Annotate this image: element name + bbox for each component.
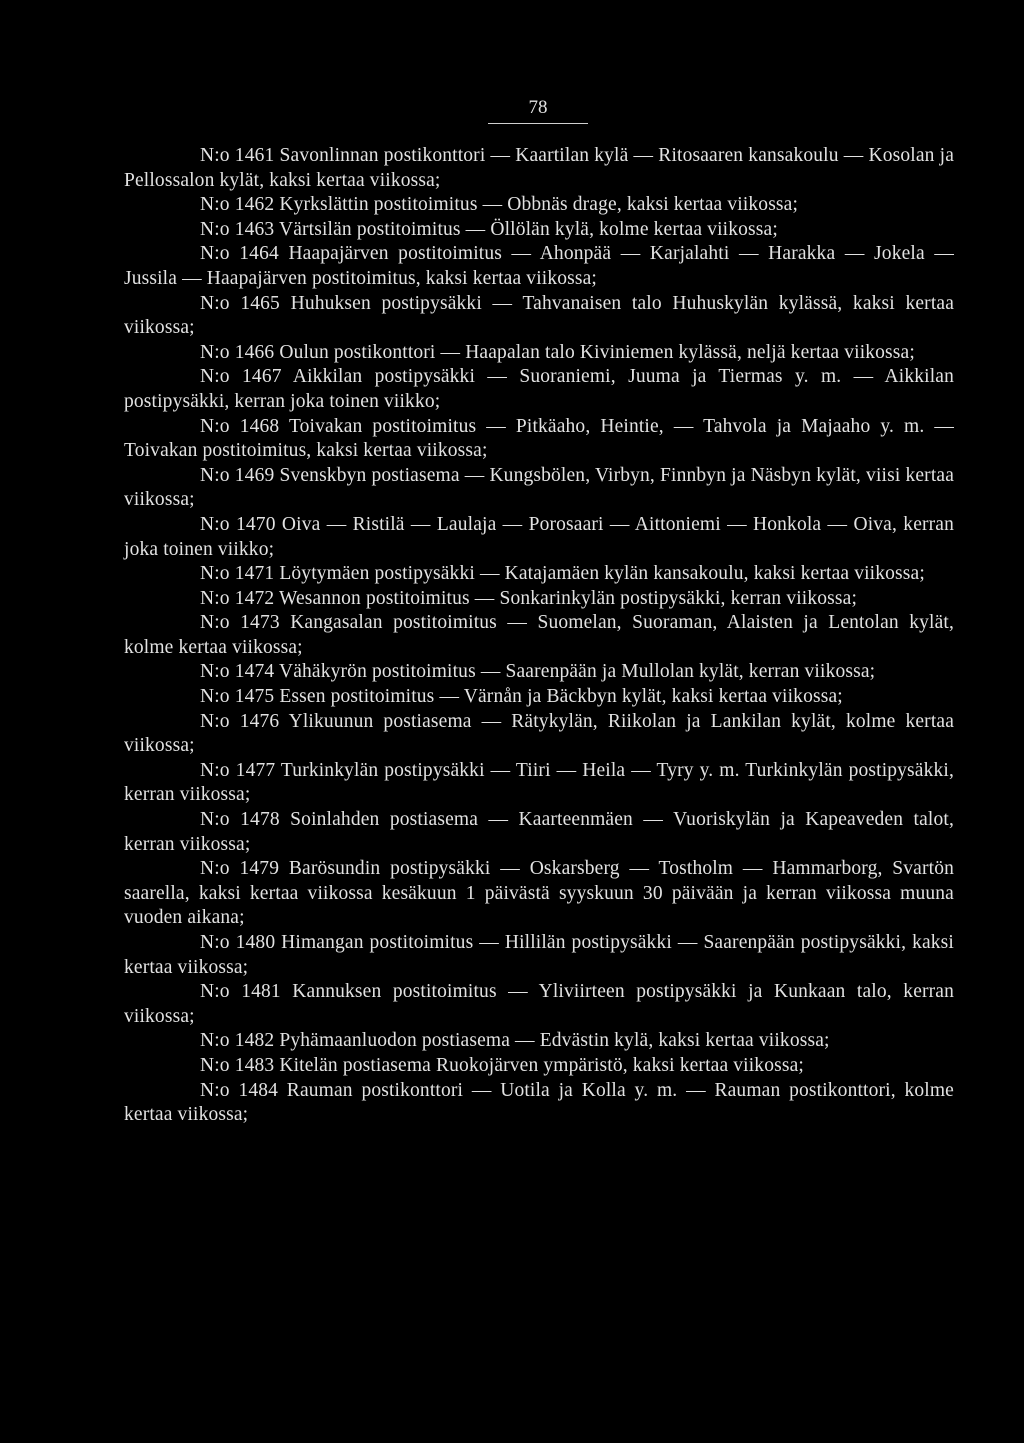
route-entry: N:o 1470 Oiva — Ristilä — Laulaja — Porosaari — Aittoniemi — Honkola — Oiva, kerran joka toinen viikko; <box>124 513 954 560</box>
route-entry: N:o 1466 Oulun postikonttori — Haapalan talo Kiviniemen kylässä, neljä kertaa viikossa; <box>200 341 915 363</box>
route-entry: N:o 1465 Huhuksen postipysäkki — Tahvanaisen talo Huhuskylän kylässä, kaksi kertaa viikossa; <box>124 292 954 339</box>
route-entry: N:o 1483 Kitelän postiasema Ruokojärven ympäristö, kaksi kertaa viikossa; <box>200 1054 804 1076</box>
route-entry: N:o 1471 Löytymäen postipysäkki — Katajamäen kylän kansakoulu, kaksi kertaa viikossa; <box>200 563 925 585</box>
route-entry: N:o 1462 Kyrkslättin postitoimitus — Obbnäs drage, kaksi kertaa viikossa; <box>200 194 799 216</box>
route-entry: N:o 1474 Vähäkyrön postitoimitus — Saarenpään ja Mullolan kylät, kerran viikossa; <box>200 661 876 683</box>
route-entry-list <box>124 144 954 1128</box>
route-entry: N:o 1467 Aikkilan postipysäkki — Suoraniemi, Juuma ja Tiermas y. m. — Aikkilan postipysäkki, kerran joka toinen viikko; <box>124 366 954 412</box>
page-number: 78 <box>488 97 588 124</box>
route-entry: N:o 1475 Essen postitoimitus — Värnån ja Bäckbyn kylät, kaksi kertaa viikossa; <box>200 686 843 708</box>
route-entry: N:o 1477 Turkinkylän postipysäkki — Tiiri — Heila — Tyry y. m. Turkinkylän postipysäkki, kerran viikossa; <box>124 759 954 806</box>
route-entry: N:o 1472 Wesannon postitoimitus — Sonkarinkylän postipysäkki, kerran viikossa; <box>200 587 858 609</box>
route-entry: N:o 1480 Himangan postitoimitus — Hillilän postipysäkki — Saarenpään postipysäkki, kaksi kertaa viikossa; <box>124 932 954 978</box>
route-entry: N:o 1482 Pyhämaanluodon postiasema — Edvästin kylä, kaksi kertaa viikossa; <box>200 1030 830 1052</box>
route-entry: N:o 1476 Ylikuunun postiasema — Rätykylän, Riikolan ja Lankilan kylät, kolme kertaa viikossa; <box>124 710 954 757</box>
route-entry: N:o 1461 Savonlinnan postikonttori — Kaartilan kylä — Ritosaaren kansakoulu — Kosolan ja Pellossalon kylät, kaksi kertaa viikossa; <box>124 145 954 191</box>
route-entry: N:o 1481 Kannuksen postitoimitus — Yliviirteen postipysäkki ja Kunkaan talo, kerran viikossa; <box>124 981 954 1027</box>
route-entry: N:o 1464 Haapajärven postitoimitus — Ahonpää — Karjalahti — Harakka — Jokela — Jussila — Haapajärven postitoimitus, kaksi kertaa viikossa; <box>124 243 954 289</box>
route-entry: N:o 1469 Svenskbyn postiasema — Kungsbölen, Virbyn, Finnbyn ja Näsbyn kylät, viisi kertaa viikossa; <box>124 464 954 511</box>
route-entry: N:o 1468 Toivakan postitoimitus — Pitkäaho, Heintie, — Tahvola ja Majaaho y. m. — Toivakan postitoimitus, kaksi kertaa viikossa; <box>124 415 954 462</box>
route-entry: N:o 1463 Värtsilän postitoimitus — Öllölän kylä, kolme kertaa viikossa; <box>200 218 778 240</box>
route-entry: N:o 1478 Soinlahden postiasema — Kaarteenmäen — Vuoriskylän ja Kapeaveden talot, kerran viikossa; <box>124 809 954 855</box>
route-entry: N:o 1484 Rauman postikonttori — Uotila ja Kolla y. m. — Rauman postikonttori, kolme kertaa viikossa; <box>124 1079 954 1126</box>
route-entry: N:o 1479 Barösundin postipysäkki — Oskarsberg — Tostholm — Hammarborg, Svartön saarella, kaksi kertaa viikossa kesäkuun 1 päivästä syyskuun 30 päivään ja kerran viikossa muuna vuoden aikana; <box>124 858 954 929</box>
route-entry: N:o 1473 Kangasalan postitoimitus — Suomelan, Suoraman, Alaisten ja Lentolan kylät, kolme kertaa viikossa; <box>124 612 954 658</box>
